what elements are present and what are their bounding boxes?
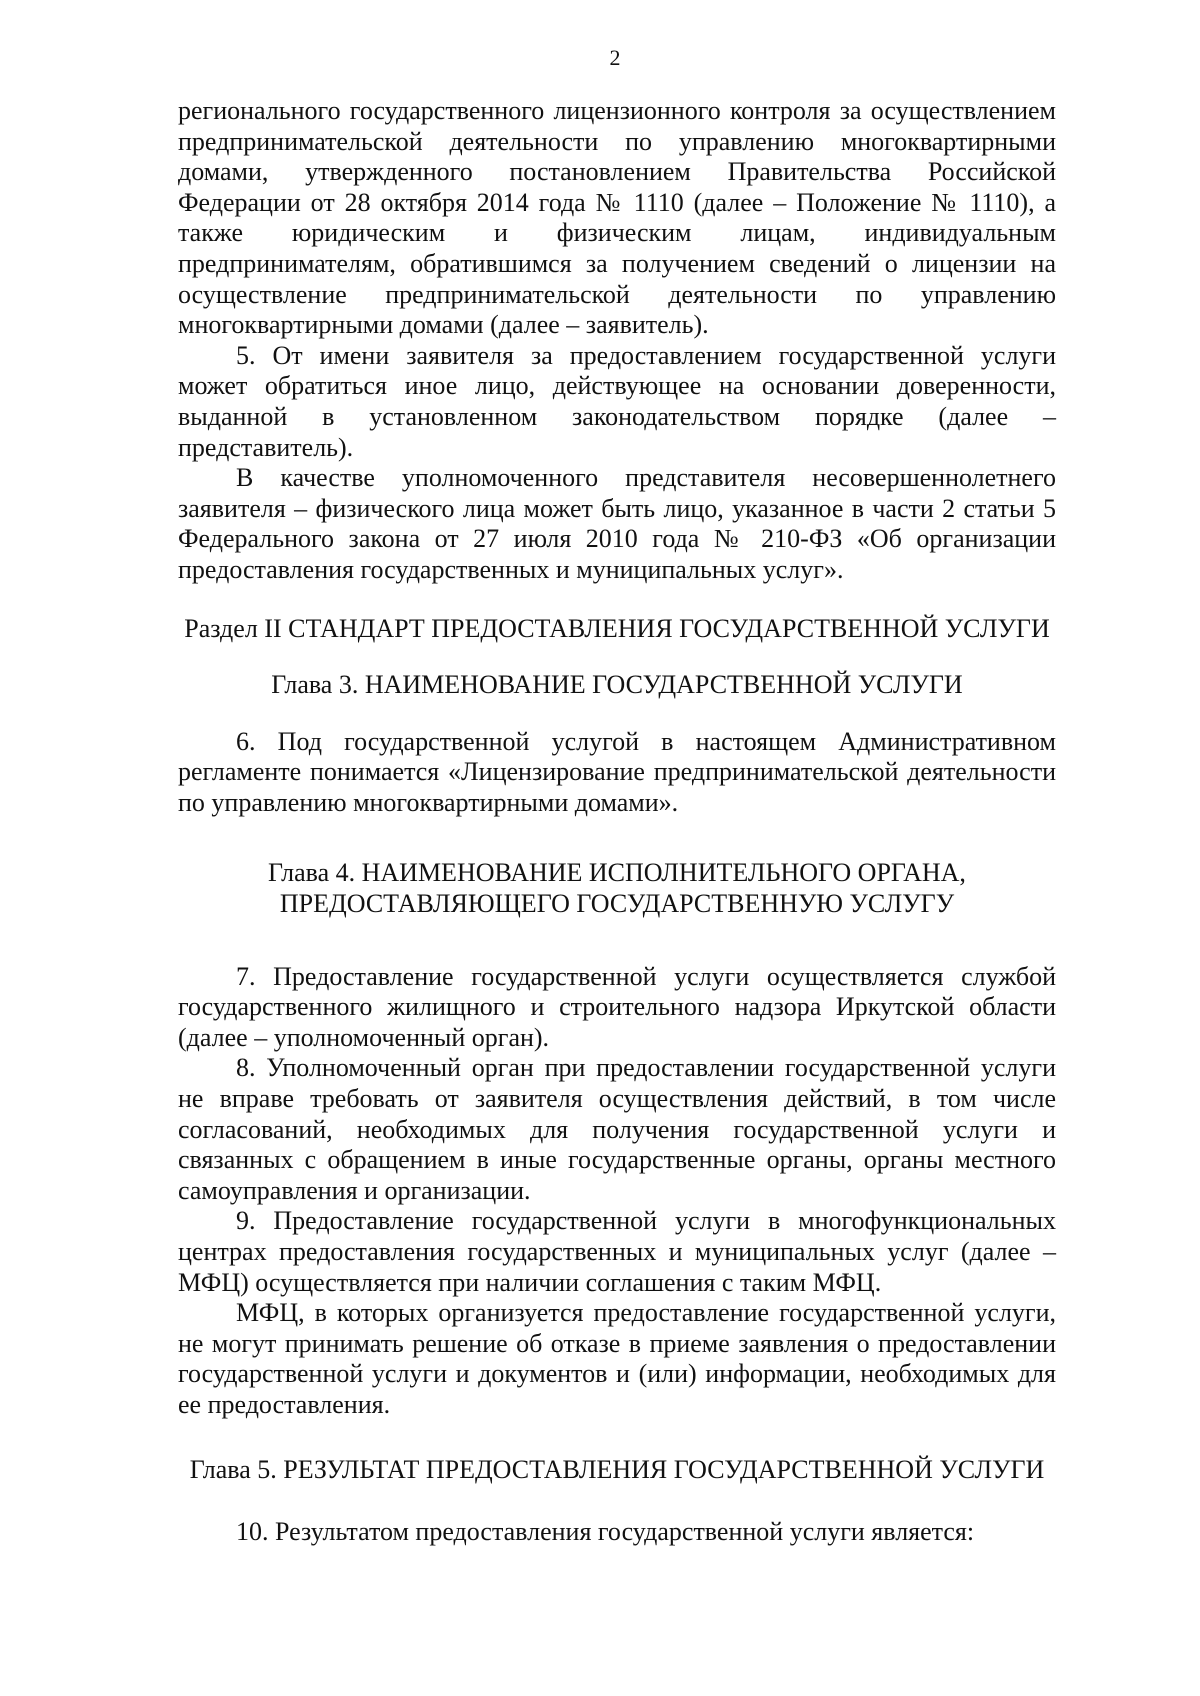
- paragraph-mfc: МФЦ, в которых организуется предоставление государственной услуги, не могут принимать решение об отказе в приеме заявления о предоставлении государственной услуги и документов и (или) информации, необходимых для ее предоставления.: [178, 1298, 1056, 1419]
- chapter-4-title-line-2: ПРЕДОСТАВЛЯЮЩЕГО ГОСУДАРСТВЕННУЮ УСЛУГУ: [279, 889, 955, 919]
- paragraph-6: 6. Под государственной услугой в настоящем Административном регламенте понимается «Лицензирование предпринимательской деятельности по управлению многоквартирными домами».: [178, 726, 1056, 817]
- paragraph-9: 9. Предоставление государственной услуги в многофункциональных центрах предоставления государственных и муниципальных услуг (далее – МФЦ) осуществляется при наличии соглашения с таким МФЦ.: [178, 1206, 1056, 1297]
- chapter-4-title-line-1: Глава 4. НАИМЕНОВАНИЕ ИСПОЛНИТЕЛЬНОГО ОРГАНА,: [268, 858, 966, 888]
- paragraph-7: 7. Предоставление государственной услуги осуществляется службой государственного жилищного и строительного надзора Иркутской области (далее – уполномоченный орган).: [178, 961, 1056, 1052]
- page-number: 2: [609, 45, 621, 70]
- chapter-5-title: Глава 5. РЕЗУЛЬТАТ ПРЕДОСТАВЛЕНИЯ ГОСУДАРСТВЕННОЙ УСЛУГИ: [189, 1454, 1045, 1484]
- paragraph-5: 5. От имени заявителя за предоставлением государственной услуги может обратиться иное лицо, действующее на основании доверенности, выданной в установленном законодательством порядке (далее – представитель).: [178, 340, 1056, 462]
- chapter-3-title: Глава 3. НАИМЕНОВАНИЕ ГОСУДАРСТВЕННОЙ УСЛУГИ: [271, 670, 963, 700]
- section-2-title: Раздел II СТАНДАРТ ПРЕДОСТАВЛЕНИЯ ГОСУДАРСТВЕННОЙ УСЛУГИ: [184, 613, 1050, 643]
- document-body: [178, 96, 1056, 1548]
- paragraph-continuation: регионального государственного лицензионного контроля за осуществлением предпринимательской деятельности по управлению многоквартирными домами, утвержденного постановлением Правительства Российской Федерации от 28 октября 2014 года № 1110 (далее – Положение № 1110), а также юридическим и физическим лицам, индивидуальным предпринимателям, обратившимся за получением сведений о лицензии на осуществление предпринимательской деятельности по управлению многоквартирными домами (далее – заявитель).: [178, 96, 1056, 340]
- paragraph-10: 10. Результатом предоставления государственной услуги является:: [236, 1517, 975, 1547]
- paragraph-representative: В качестве уполномоченного представителя несовершеннолетнего заявителя – физического лица может быть лицо, указанное в части 2 статьи 5 Федерального закона от 27 июля 2010 года № 210-ФЗ «Об организации предоставления государственных и муниципальных услуг».: [178, 463, 1056, 584]
- chapter-4-title: [178, 858, 1056, 919]
- paragraph-8: 8. Уполномоченный орган при предоставлении государственной услуги не вправе требовать от заявителя осуществления действий, в том числе согласований, необходимых для получения государственной услуги и связанных с обращением в иные государственные органы, органы местного самоуправления и организации.: [178, 1053, 1056, 1205]
